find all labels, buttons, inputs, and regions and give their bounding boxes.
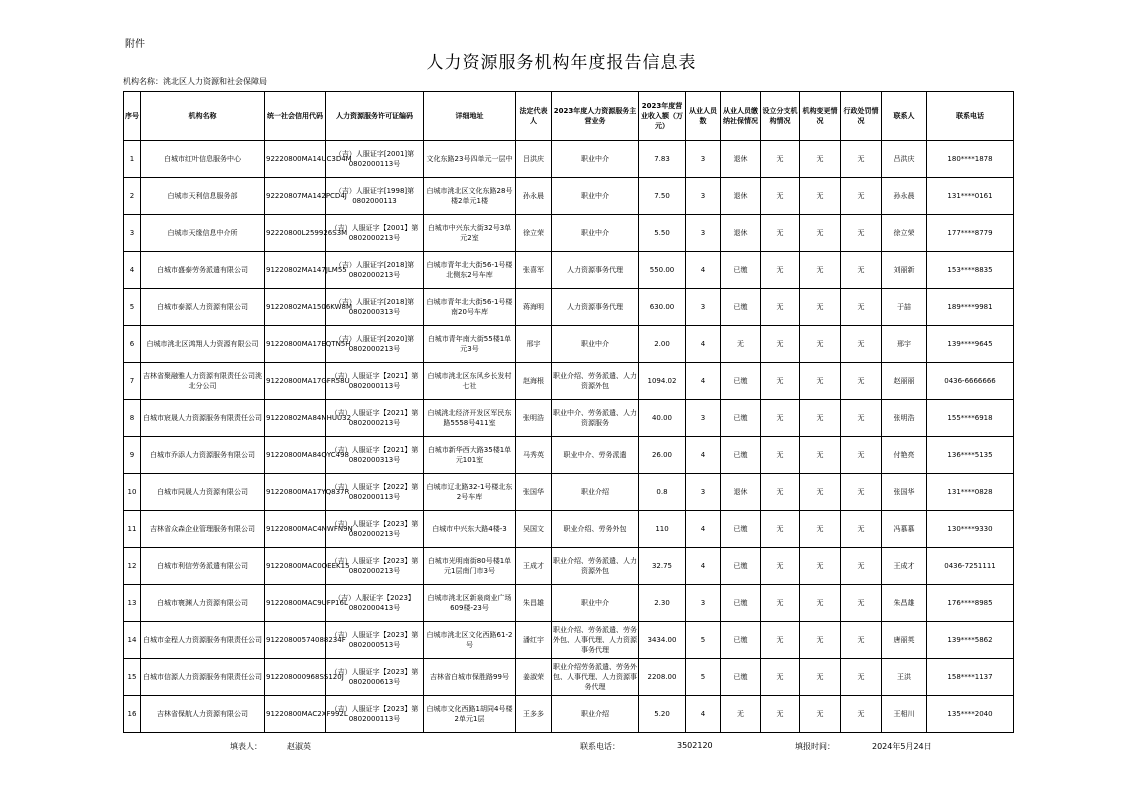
cell-phone: 155****6918	[927, 400, 1014, 437]
cell-branch: 无	[761, 696, 800, 733]
cell-phone: 0436-6666666	[927, 363, 1014, 400]
cell-address: 白城市中兴东大路4楼-3	[424, 511, 516, 548]
cell-credit-code: 91220800MA84QYC498	[265, 437, 326, 474]
cell-address: 白城市光明南街80号楼1单元1层南门市3号	[424, 548, 516, 585]
cell-seq: 4	[124, 252, 141, 289]
cell-license-code: （吉）人服证字[2020]第0802000213号	[326, 326, 424, 363]
cell-social-insurance: 已缴	[721, 400, 761, 437]
table-row	[124, 326, 1014, 363]
table-row	[124, 363, 1014, 400]
cell-change: 无	[800, 326, 841, 363]
cell-change: 无	[800, 622, 841, 659]
cell-license-code: （吉）人服证字[2018]第0802000213号	[326, 252, 424, 289]
header-penalty: 行政处罚情况	[841, 92, 882, 141]
header-social-insurance: 从业人员缴纳社保情况	[721, 92, 761, 141]
cell-penalty: 无	[841, 400, 882, 437]
cell-staff-count: 4	[686, 252, 721, 289]
cell-seq: 9	[124, 437, 141, 474]
cell-legal-rep: 蒋海明	[516, 289, 552, 326]
cell-main-business: 职业介绍、劳务派遣、人力资源外包	[552, 363, 639, 400]
table-row	[124, 585, 1014, 622]
cell-legal-rep: 张明浩	[516, 400, 552, 437]
cell-contact: 冯慕慕	[882, 511, 927, 548]
header-main-business: 2023年度人力资源服务主营业务	[552, 92, 639, 141]
cell-phone: 153****8835	[927, 252, 1014, 289]
cell-social-insurance: 已缴	[721, 289, 761, 326]
cell-legal-rep: 徐立荣	[516, 215, 552, 252]
cell-staff-count: 3	[686, 400, 721, 437]
cell-change: 无	[800, 474, 841, 511]
cell-org-name: 白城市洮北区鸿翔人力资源有限公司	[141, 326, 265, 363]
cell-social-insurance: 已缴	[721, 252, 761, 289]
cell-phone: 0436-7251111	[927, 548, 1014, 585]
cell-social-insurance: 已缴	[721, 548, 761, 585]
cell-contact: 吕洪庆	[882, 141, 927, 178]
cell-credit-code: 91220800MA17GFR58U	[265, 363, 326, 400]
cell-org-name: 白城市利信劳务派遣有限公司	[141, 548, 265, 585]
table-row	[124, 548, 1014, 585]
cell-staff-count: 4	[686, 511, 721, 548]
cell-revenue: 110	[639, 511, 686, 548]
cell-branch: 无	[761, 326, 800, 363]
cell-revenue: 3434.00	[639, 622, 686, 659]
cell-revenue: 630.00	[639, 289, 686, 326]
cell-phone: 189****9981	[927, 289, 1014, 326]
cell-credit-code: 91220800574088234F	[265, 622, 326, 659]
table-row	[124, 178, 1014, 215]
cell-penalty: 无	[841, 437, 882, 474]
cell-org-name: 白城市红叶信息服务中心	[141, 141, 265, 178]
cell-main-business: 人力资源事务代理	[552, 252, 639, 289]
cell-social-insurance: 退休	[721, 215, 761, 252]
cell-seq: 10	[124, 474, 141, 511]
cell-legal-rep: 张喜军	[516, 252, 552, 289]
cell-legal-rep: 张国华	[516, 474, 552, 511]
cell-revenue: 5.50	[639, 215, 686, 252]
cell-penalty: 无	[841, 696, 882, 733]
cell-seq: 6	[124, 326, 141, 363]
cell-phone: 130****9330	[927, 511, 1014, 548]
cell-credit-code: 91220802MA147JLM55	[265, 252, 326, 289]
cell-staff-count: 4	[686, 326, 721, 363]
cell-credit-code: 912208000968SS120J	[265, 659, 326, 696]
cell-phone: 176****8985	[927, 585, 1014, 622]
cell-penalty: 无	[841, 326, 882, 363]
cell-address: 白城市洮北区文化东路28号楼2单元1楼	[424, 178, 516, 215]
cell-main-business: 职业中介	[552, 585, 639, 622]
cell-contact: 朱昌雄	[882, 585, 927, 622]
cell-main-business: 职业中介	[552, 326, 639, 363]
table-row	[124, 215, 1014, 252]
header-contact: 联系人	[882, 92, 927, 141]
cell-license-code: （吉）人服证字[2018]第0802000313号	[326, 289, 424, 326]
cell-branch: 无	[761, 548, 800, 585]
cell-org-name: 白城市泰源人力资源有限公司	[141, 289, 265, 326]
cell-org-name: 吉林省保航人力资源有限公司	[141, 696, 265, 733]
cell-seq: 14	[124, 622, 141, 659]
cell-legal-rep: 赵海根	[516, 363, 552, 400]
cell-main-business: 职业介绍、劳务外包	[552, 511, 639, 548]
cell-contact: 张明浩	[882, 400, 927, 437]
cell-branch: 无	[761, 585, 800, 622]
cell-staff-count: 4	[686, 363, 721, 400]
cell-license-code: （吉）人服证字【2021】第0802000113号	[326, 363, 424, 400]
cell-legal-rep: 马秀英	[516, 437, 552, 474]
table-row	[124, 622, 1014, 659]
cell-address: 白城市洮北区新泉商业广场609楼-23号	[424, 585, 516, 622]
cell-social-insurance: 已缴	[721, 437, 761, 474]
header-phone: 联系电话	[927, 92, 1014, 141]
date-value: 2024年5月24日	[872, 742, 932, 751]
cell-contact: 王相川	[882, 696, 927, 733]
cell-contact: 徐立荣	[882, 215, 927, 252]
cell-legal-rep: 姜淑荣	[516, 659, 552, 696]
cell-branch: 无	[761, 511, 800, 548]
cell-branch: 无	[761, 622, 800, 659]
header-org-name: 机构名称	[141, 92, 265, 141]
cell-credit-code: 91220800MA17YQ837R	[265, 474, 326, 511]
cell-revenue: 32.75	[639, 548, 686, 585]
cell-change: 无	[800, 215, 841, 252]
cell-change: 无	[800, 400, 841, 437]
cell-social-insurance: 已缴	[721, 659, 761, 696]
cell-social-insurance: 已缴	[721, 511, 761, 548]
cell-social-insurance: 无	[721, 326, 761, 363]
cell-change: 无	[800, 437, 841, 474]
cell-revenue: 550.00	[639, 252, 686, 289]
cell-license-code: （吉）人服证字[1998]第0802000113	[326, 178, 424, 215]
cell-legal-rep: 王成才	[516, 548, 552, 585]
cell-branch: 无	[761, 178, 800, 215]
table-row	[124, 437, 1014, 474]
cell-penalty: 无	[841, 141, 882, 178]
cell-org-name: 白城市金程人力资源服务有限责任公司	[141, 622, 265, 659]
header-branch: 设立分支机构情况	[761, 92, 800, 141]
header-credit-code: 统一社会信用代码	[265, 92, 326, 141]
cell-branch: 无	[761, 437, 800, 474]
cell-branch: 无	[761, 363, 800, 400]
cell-revenue: 7.83	[639, 141, 686, 178]
cell-license-code: （吉）人服证字[2001]第0802000113号	[326, 141, 424, 178]
cell-license-code: （吉）人服证字【2001】第0802000213号	[326, 215, 424, 252]
cell-social-insurance: 已缴	[721, 585, 761, 622]
cell-org-name: 白城市盛泰劳务派遣有限公司	[141, 252, 265, 289]
cell-contact: 付艳亮	[882, 437, 927, 474]
cell-staff-count: 3	[686, 215, 721, 252]
header-staff-count: 从业人员数	[686, 92, 721, 141]
cell-seq: 1	[124, 141, 141, 178]
table-row	[124, 289, 1014, 326]
cell-social-insurance: 已缴	[721, 363, 761, 400]
cell-penalty: 无	[841, 622, 882, 659]
cell-license-code: （吉）人服证字【2023】第0802000213号	[326, 548, 424, 585]
cell-penalty: 无	[841, 289, 882, 326]
cell-penalty: 无	[841, 474, 882, 511]
cell-change: 无	[800, 363, 841, 400]
cell-contact: 王洪	[882, 659, 927, 696]
cell-credit-code: 91220800MAC0QEEK15	[265, 548, 326, 585]
cell-credit-code: 91220802MA84NHUU32	[265, 400, 326, 437]
header-license-code: 人力资源服务许可证编码	[326, 92, 424, 141]
phone-label: 联系电话：	[580, 742, 620, 751]
cell-penalty: 无	[841, 215, 882, 252]
cell-seq: 5	[124, 289, 141, 326]
cell-staff-count: 3	[686, 289, 721, 326]
cell-revenue: 5.20	[639, 696, 686, 733]
cell-contact: 刘丽新	[882, 252, 927, 289]
filler-name: 赵淑英	[287, 742, 311, 751]
cell-main-business: 职业中介、劳务派遣、人力资源服务	[552, 400, 639, 437]
cell-staff-count: 5	[686, 659, 721, 696]
cell-penalty: 无	[841, 363, 882, 400]
cell-legal-rep: 潘红宇	[516, 622, 552, 659]
cell-contact: 张国华	[882, 474, 927, 511]
cell-address: 文化东路23号四单元一层中	[424, 141, 516, 178]
phone-value: 3502120	[677, 741, 713, 750]
cell-penalty: 无	[841, 659, 882, 696]
cell-contact: 王成才	[882, 548, 927, 585]
cell-staff-count: 3	[686, 141, 721, 178]
cell-credit-code: 91220800MA17EQTN5H	[265, 326, 326, 363]
table-row	[124, 252, 1014, 289]
cell-change: 无	[800, 178, 841, 215]
cell-phone: 180****1878	[927, 141, 1014, 178]
table-row	[124, 696, 1014, 733]
date-label: 填报时间：	[795, 742, 835, 751]
cell-org-name: 吉林省聚融雅人力资源有限责任公司洮北分公司	[141, 363, 265, 400]
cell-license-code: （吉）人服证字【2023】第0802000513号	[326, 622, 424, 659]
cell-address: 白城市青年北大街56-1号楼北侧东2号车库	[424, 252, 516, 289]
cell-license-code: （吉）人服证字【2021】第0802000313号	[326, 437, 424, 474]
cell-contact: 孙永晨	[882, 178, 927, 215]
cell-staff-count: 5	[686, 622, 721, 659]
cell-address: 白城市青年南大街55楼1单元3号	[424, 326, 516, 363]
table-row	[124, 474, 1014, 511]
cell-license-code: （吉）人服证字【2023】0802000413号	[326, 585, 424, 622]
table-row	[124, 659, 1014, 696]
cell-contact: 邢宇	[882, 326, 927, 363]
cell-legal-rep: 吕洪庆	[516, 141, 552, 178]
cell-address: 吉林省白城市保胜路99号	[424, 659, 516, 696]
cell-org-name: 白城市乔添人力资源服务有限公司	[141, 437, 265, 474]
cell-org-name: 吉林省众森企业管理服务有限公司	[141, 511, 265, 548]
cell-phone: 177****8779	[927, 215, 1014, 252]
cell-staff-count: 4	[686, 437, 721, 474]
cell-seq: 3	[124, 215, 141, 252]
table-row	[124, 400, 1014, 437]
cell-branch: 无	[761, 659, 800, 696]
cell-revenue: 26.00	[639, 437, 686, 474]
header-legal-rep: 法定代表人	[516, 92, 552, 141]
cell-branch: 无	[761, 289, 800, 326]
cell-main-business: 职业中介、劳务派遣	[552, 437, 639, 474]
cell-social-insurance: 退休	[721, 474, 761, 511]
cell-social-insurance: 已缴	[721, 622, 761, 659]
cell-phone: 136****5135	[927, 437, 1014, 474]
cell-staff-count: 4	[686, 548, 721, 585]
header-seq: 序号	[124, 92, 141, 141]
cell-social-insurance: 退休	[721, 178, 761, 215]
cell-legal-rep: 朱昌雄	[516, 585, 552, 622]
cell-contact: 赵丽丽	[882, 363, 927, 400]
cell-contact: 唐丽英	[882, 622, 927, 659]
cell-change: 无	[800, 511, 841, 548]
cell-change: 无	[800, 141, 841, 178]
cell-phone: 139****5862	[927, 622, 1014, 659]
cell-revenue: 2.00	[639, 326, 686, 363]
cell-address: 白城市洮北区文化西路61-2号	[424, 622, 516, 659]
cell-license-code: （吉）人服证字【2023】第0802000213号	[326, 511, 424, 548]
page-title: 人力资源服务机构年度报告信息表	[426, 53, 697, 73]
cell-phone: 158****1137	[927, 659, 1014, 696]
cell-main-business: 职业介绍、劳务派遣、劳务外包、人事代理、人力资源事务代理	[552, 622, 639, 659]
attachment-label: 附件	[125, 39, 145, 50]
cell-seq: 16	[124, 696, 141, 733]
cell-org-name: 白城市宸晟人力资源服务有限责任公司	[141, 400, 265, 437]
cell-main-business: 职业介绍	[552, 696, 639, 733]
cell-address: 白城市洮北区东风乡长发村七社	[424, 363, 516, 400]
cell-credit-code: 91220802MA1506KW8M	[265, 289, 326, 326]
cell-social-insurance: 退休	[721, 141, 761, 178]
cell-revenue: 2.30	[639, 585, 686, 622]
cell-license-code: （吉）人服证字【2022】第0802000113号	[326, 474, 424, 511]
cell-address: 白城市新华西大路35楼1单元101室	[424, 437, 516, 474]
cell-change: 无	[800, 289, 841, 326]
cell-main-business: 职业中介	[552, 215, 639, 252]
cell-change: 无	[800, 585, 841, 622]
cell-credit-code: 91220800MAC2XF992L	[265, 696, 326, 733]
cell-credit-code: 92220800L259926S3M	[265, 215, 326, 252]
cell-credit-code: 92220800MA14UC3D4M	[265, 141, 326, 178]
cell-legal-rep: 邢宇	[516, 326, 552, 363]
cell-main-business: 职业中介	[552, 141, 639, 178]
cell-license-code: （吉）人服证字【2023】第0802000613号	[326, 659, 424, 696]
cell-credit-code: 91220800MAC9UFP16L	[265, 585, 326, 622]
cell-staff-count: 3	[686, 474, 721, 511]
table-header-row	[124, 92, 1014, 141]
cell-change: 无	[800, 252, 841, 289]
cell-branch: 无	[761, 474, 800, 511]
cell-phone: 131****0828	[927, 474, 1014, 511]
cell-address: 白城市文化西路1胡同4号楼2单元1层	[424, 696, 516, 733]
cell-address: 白城市辽北路32-1号楼北东2号车库	[424, 474, 516, 511]
cell-revenue: 40.00	[639, 400, 686, 437]
cell-revenue: 7.50	[639, 178, 686, 215]
cell-seq: 7	[124, 363, 141, 400]
cell-credit-code: 92220807MA142PCD4J	[265, 178, 326, 215]
cell-seq: 15	[124, 659, 141, 696]
cell-revenue: 2208.00	[639, 659, 686, 696]
cell-penalty: 无	[841, 548, 882, 585]
cell-org-name: 白城市同晟人力资源有限公司	[141, 474, 265, 511]
cell-penalty: 无	[841, 178, 882, 215]
cell-revenue: 1094.02	[639, 363, 686, 400]
cell-address: 白城市青年北大街56-1号楼南20号车库	[424, 289, 516, 326]
cell-license-code: （吉）人服证字【2021】第0802000213号	[326, 400, 424, 437]
table-row	[124, 511, 1014, 548]
cell-phone: 139****9645	[927, 326, 1014, 363]
cell-main-business: 职业中介	[552, 178, 639, 215]
cell-org-name: 白城市信源人力资源服务有限责任公司	[141, 659, 265, 696]
cell-staff-count: 3	[686, 178, 721, 215]
cell-seq: 8	[124, 400, 141, 437]
header-change: 机构变更情况	[800, 92, 841, 141]
cell-phone: 131****0161	[927, 178, 1014, 215]
report-table	[123, 91, 1014, 733]
cell-staff-count: 3	[686, 585, 721, 622]
header-revenue: 2023年度营业收入额（万元）	[639, 92, 686, 141]
cell-branch: 无	[761, 141, 800, 178]
cell-main-business: 职业介绍	[552, 474, 639, 511]
cell-contact: 于喆	[882, 289, 927, 326]
header-address: 详细地址	[424, 92, 516, 141]
cell-change: 无	[800, 696, 841, 733]
cell-penalty: 无	[841, 585, 882, 622]
cell-address: 白城市中兴东大街32号3单元2室	[424, 215, 516, 252]
table-row	[124, 141, 1014, 178]
cell-seq: 13	[124, 585, 141, 622]
cell-legal-rep: 孙永晨	[516, 178, 552, 215]
cell-revenue: 0.8	[639, 474, 686, 511]
cell-seq: 12	[124, 548, 141, 585]
cell-branch: 无	[761, 215, 800, 252]
cell-staff-count: 4	[686, 696, 721, 733]
cell-address: 白城洮北经济开发区军民东路5558号411室	[424, 400, 516, 437]
cell-branch: 无	[761, 252, 800, 289]
filler-label: 填表人：	[230, 742, 262, 751]
cell-main-business: 人力资源事务代理	[552, 289, 639, 326]
cell-credit-code: 91220800MAC4NWFN9N	[265, 511, 326, 548]
cell-legal-rep: 吴国文	[516, 511, 552, 548]
cell-main-business: 职业介绍劳务派遣、劳务外包、人事代理、人力资源事务代理	[552, 659, 639, 696]
cell-social-insurance: 无	[721, 696, 761, 733]
cell-phone: 135****2040	[927, 696, 1014, 733]
cell-main-business: 职业介绍、劳务派遣、人力资源外包	[552, 548, 639, 585]
cell-branch: 无	[761, 400, 800, 437]
cell-legal-rep: 王多多	[516, 696, 552, 733]
cell-license-code: （吉）人服证字【2023】第0802000113号	[326, 696, 424, 733]
cell-org-name: 白城市寰渊人力资源有限公司	[141, 585, 265, 622]
cell-org-name: 白城市天缘信息中介所	[141, 215, 265, 252]
cell-penalty: 无	[841, 511, 882, 548]
org-name-label: 机构名称：洮北区人力资源和社会保障局	[123, 77, 267, 86]
cell-penalty: 无	[841, 252, 882, 289]
cell-change: 无	[800, 659, 841, 696]
cell-seq: 2	[124, 178, 141, 215]
cell-org-name: 白城市天利信息服务部	[141, 178, 265, 215]
cell-change: 无	[800, 548, 841, 585]
cell-seq: 11	[124, 511, 141, 548]
